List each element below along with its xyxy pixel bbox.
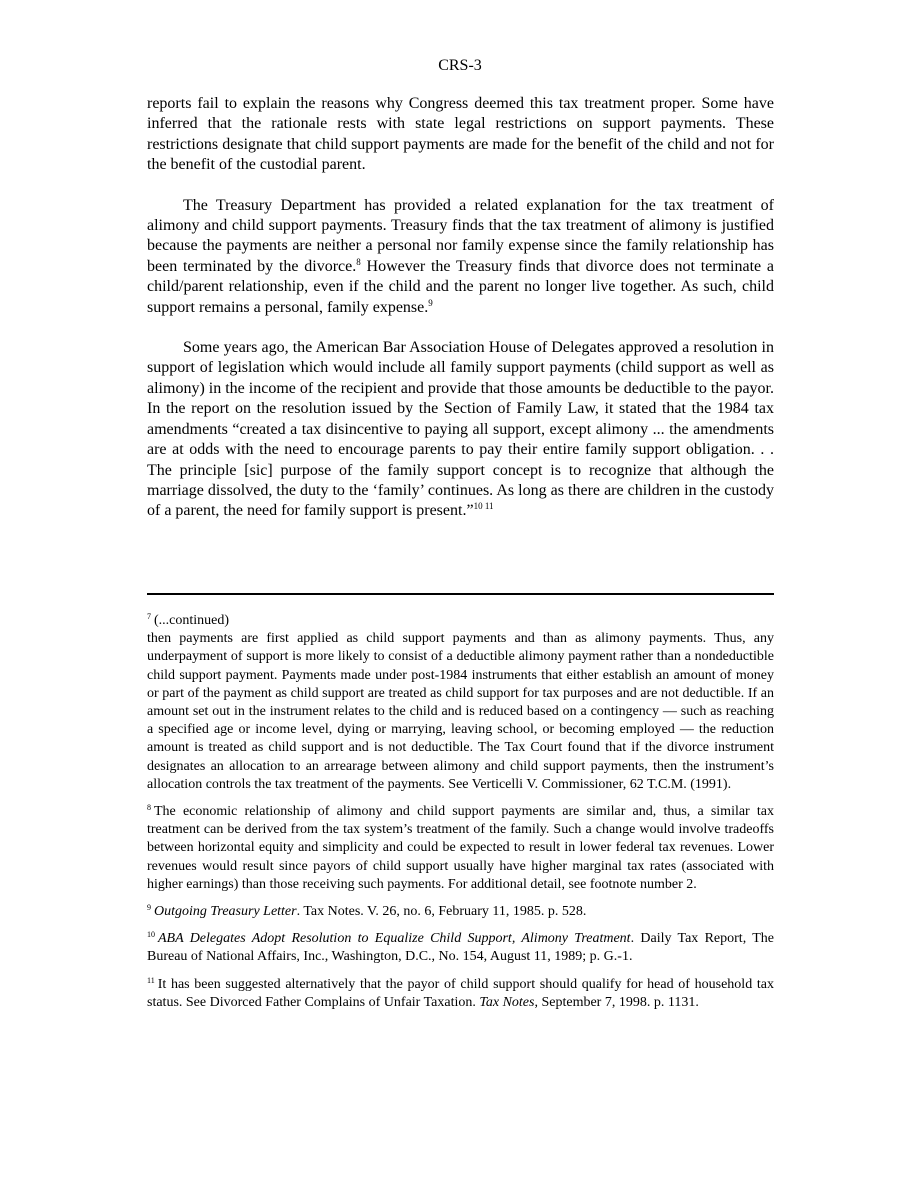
paragraph-2-text-b: However the Treasury finds that divorce does not terminate a child/parent relationship, even if the child and the parent no longer live together. As such, child support remains a personal, family expense. bbox=[147, 257, 775, 316]
footnote-9-number: 9 bbox=[147, 903, 151, 913]
footnote-ref-10-11[interactable]: 10 11 bbox=[473, 501, 494, 512]
footnote-8 bbox=[147, 803, 774, 894]
footnote-10-number: 10 bbox=[147, 930, 155, 940]
body-text bbox=[147, 94, 774, 542]
footnote-ref-9[interactable]: 9 bbox=[428, 297, 433, 308]
paragraph-3 bbox=[147, 338, 774, 522]
footnote-7: then payments are first applied as child support payments and than as alimony payments. Thus, any underpayment of support is more likely to consist of a deductible alimony payment rather than a nondeductible child support payment. Payments made under post-1984 instruments that either establish an amount of money or part of the payment as child support are treated as child support for tax purposes and are not deductible. If an amount set out in the instrument relates to the child and is reduced based on a contingency — such as reaching a specified age or income level, dying or marrying, leaving school, or becoming employed — the reduction amount is treated as child support and is not deductible. The Tax Court found that if the divorce instrument designates an allocation to an arrearage between alimony and child support payments, then the instrument’s allocation controls the tax treatment of the payments. See Verticelli V. Commissioner, 62 T.C.M. (1991). bbox=[147, 631, 774, 792]
footnote-7-continued-label bbox=[147, 612, 774, 630]
paragraph-2 bbox=[147, 196, 774, 318]
footnote-10-text: . Daily Tax Report, The Bureau of National Affairs, Inc., Washington, D.C., No. 154, August 11, 1989; p. G.-1. bbox=[147, 931, 774, 965]
continued-label: (...continued) bbox=[154, 613, 230, 628]
footnote-11-text-b: , September 7, 1998. p. 1131. bbox=[534, 994, 699, 1010]
footnote-9-text: . Tax Notes. V. 26, no. 6, February 11, 1985. p. 528. bbox=[296, 904, 587, 920]
footnote-9 bbox=[147, 903, 774, 921]
footnote-divider bbox=[147, 593, 774, 595]
footnote-10-title: ABA Delegates Adopt Resolution to Equalize Child Support, Alimony Treatment bbox=[158, 931, 631, 947]
footnote-11-text-a: It has been suggested alternatively that the payor of child support should qualify for head of household tax status. See Divorced Father Complains of Unfair Taxation. bbox=[147, 976, 774, 1010]
footnote-10 bbox=[147, 930, 774, 966]
footnote-11-journal: Tax Notes bbox=[479, 994, 535, 1010]
footnote-8-text: The economic relationship of alimony and child support payments are similar and, thus, a similar tax treatment can be derived from the tax system’s treatment of the family. Such a change would involve tradeoffs between horizontal equity and simplicity and could be expected to result in lower federal tax revenues. Lower revenues would result since payors of child support usually have higher marginal tax rates (associated with higher earnings) than those receiving such payments. For additional detail, see footnote number 2. bbox=[147, 804, 774, 892]
paragraph-1: reports fail to explain the reasons why Congress deemed this tax treatment proper. Some have inferred that the rationale rests with state legal restrictions on support payments. These restrictions designate that child support payments are made for the benefit of the child and not for the benefit of the custodial parent. bbox=[147, 95, 774, 174]
footnote-ref-8[interactable]: 8 bbox=[356, 256, 361, 267]
footnote-9-title: Outgoing Treasury Letter bbox=[154, 904, 297, 920]
paragraph-2-text-a: The Treasury Department has provided a related explanation for the tax treatment of alimony and child support payments. Treasury finds that the tax treatment of alimony is justified because the payments are neither a personal nor family expense since the family relationship has been terminated by the divorce. bbox=[147, 196, 774, 275]
footnote-8-number: 8 bbox=[147, 803, 151, 813]
footnote-7-number: 7 bbox=[147, 612, 151, 621]
footnote-11 bbox=[147, 976, 774, 1012]
footnotes bbox=[147, 612, 774, 1021]
paragraph-3-text: Some years ago, the American Bar Association House of Delegates approved a resolution in support of legislation which would include all family support payments (child support as well as alimony) in the income of the recipient and provide that those amounts be deductible to the payor. In the report on the resolution issued by the Section of Family Law, it stated that the 1984 tax amendments “created a tax disincentive to paying all support, except alimony ... the amendments are at odds with the need to encourage parents to pay their entire family support obligation. . . The principle [sic] purpose of the family support concept is to recognize that although the marriage dissolved, the duty to the ‘family’ continues. As long as there are children in the custody of a parent, the need for family support is present.” bbox=[147, 339, 774, 520]
footnote-11-number: 11 bbox=[147, 975, 155, 985]
page-number: CRS-3 bbox=[438, 57, 482, 74]
